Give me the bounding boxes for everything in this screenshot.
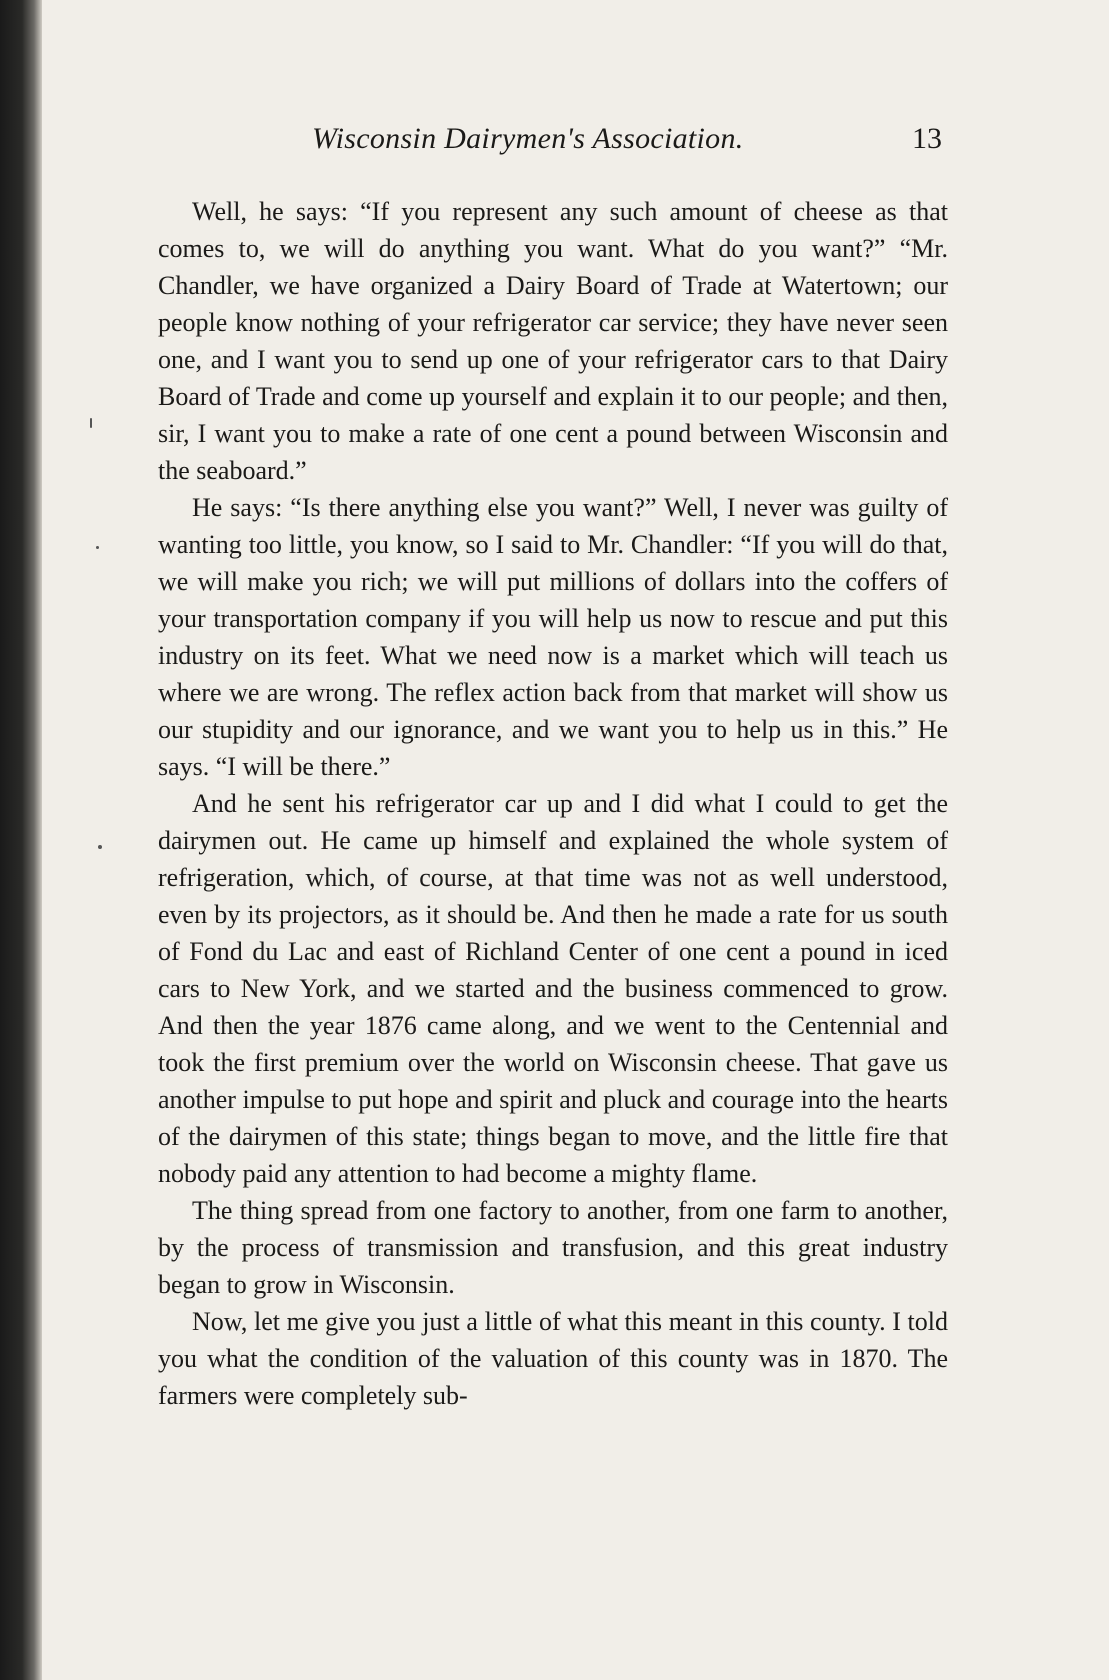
ink-speck [96,546,99,549]
paragraph: And he sent his refrigerator car up and I did what I could to get the dairymen out. He came up himself and explained the whole system of refrigeration, which, of course, at that time was not as well understood, even by its projectors, as it should be. And then he made a rate for us south of Fond du Lac and east of Richland Center of one cent a pound in iced cars to New York, and we started and the business commenced to grow. And then the year 1876 came along, and we went to the Centennial and took the first premium over the world on Wisconsin cheese. That gave us another impulse to put hope and spirit and pluck and courage into the hearts of the dairymen of this state; things began to move, and the little fire that nobody paid any attention to had become a mighty flame. [158,789,948,1188]
book-page [42,0,1109,1680]
scan-binding-edge [0,0,42,1680]
body-text [158,193,948,1414]
paragraph: He says: “Is there anything else you want?” Well, I never was guilty of wanting too little, you know, so I said to Mr. Chandler: “If you will do that, we will make you rich; we will put millions of dollars into the coffers of your transportation company if you will help us now to rescue and put this industry on its feet. What we need now is a market which will teach us where we are wrong. The reflex action back from that market will show us our stupidity and our ignorance, and we want you to help us in this.” He says. “I will be there.” [158,493,948,781]
ink-speck [98,845,102,849]
ink-speck [90,418,92,428]
running-title: Wisconsin Dairymen's Association. [312,122,744,155]
paragraph: Now, let me give you just a little of what this meant in this county. I told you what the condition of the valuation of this county was in 1870. The farmers were completely sub- [158,1307,948,1410]
paragraph: Well, he says: “If you represent any such amount of cheese as that comes to, we will do anything you want. What do you want?” “Mr. Chandler, we have organized a Dairy Board of Trade at Watertown; our people know nothing of your refrigerator car service; they have never seen one, and I want you to send up one of your refrigerator cars to that Dairy Board of Trade and come up yourself and explain it to our people; and then, sir, I want you to make a rate of one cent a pound between Wisconsin and the seaboard.” [158,197,948,485]
paragraph: The thing spread from one factory to another, from one farm to another, by the process of transmission and transfusion, and this great industry began to grow in Wisconsin. [158,1196,948,1299]
page-number: 13 [912,122,942,155]
